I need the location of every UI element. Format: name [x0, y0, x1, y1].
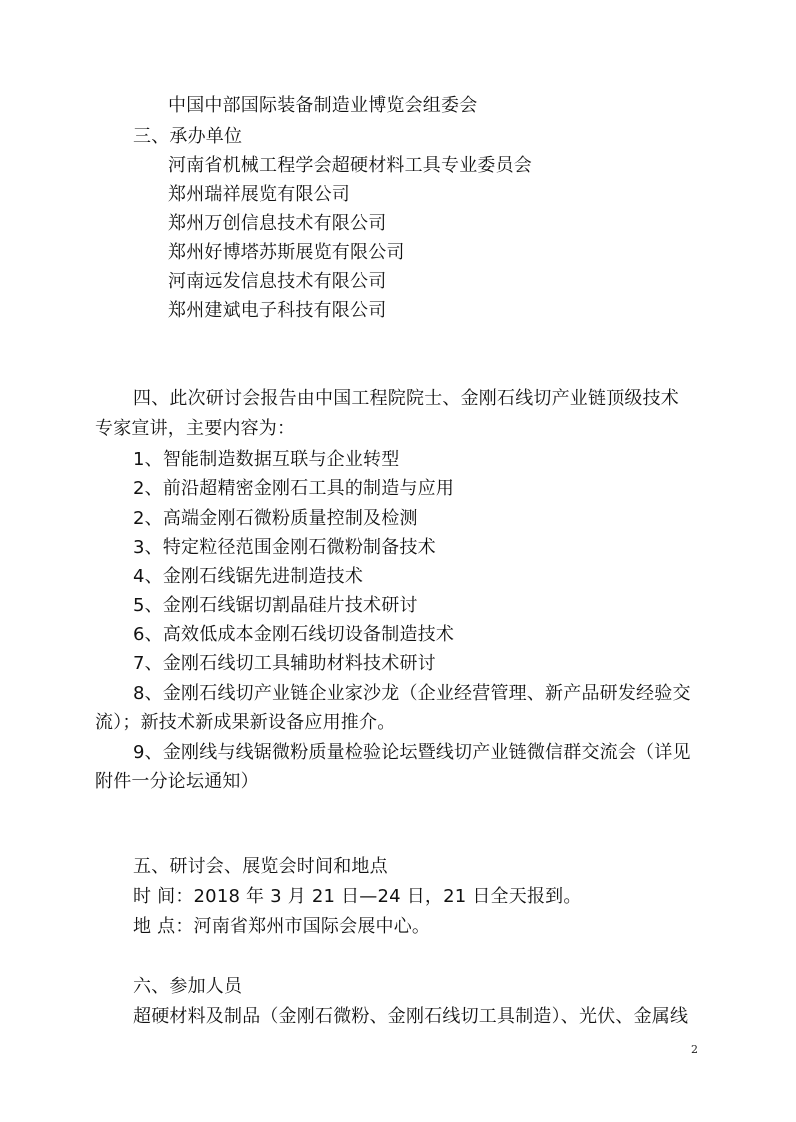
topic-item: 6、高效低成本金刚石线切设备制造技术	[133, 624, 455, 645]
topic-item: 3、特定粒径范围金刚石微粉制备技术	[133, 537, 436, 558]
topic-item-8-line1: 8、金刚石线切产业链企业家沙龙（企业经营管理、新产品研发经验交	[133, 683, 691, 704]
topic-item: 1、智能制造数据互联与企业转型	[133, 449, 400, 470]
undertaker-item: 郑州好博塔苏斯展览有限公司	[168, 242, 405, 263]
topic-item: 2、前沿超精密金刚石工具的制造与应用	[133, 478, 455, 499]
section5-heading: 五、研讨会、展览会时间和地点	[133, 856, 388, 877]
undertaker-item: 郑州瑞祥展览有限公司	[168, 184, 350, 205]
topic-item: 2、高端金刚石微粉质量控制及检测	[133, 508, 418, 529]
topic-item-8-line2: 流）；新技术新成果新设备应用推介。	[95, 712, 396, 733]
section4-intro-line1: 四、此次研讨会报告由中国工程院院士、金刚石线切产业链顶级技术	[133, 388, 679, 409]
topic-item-9-line1: 9、金刚线与线锯微粉质量检验论坛暨线切产业链微信群交流会（详见	[133, 742, 691, 763]
topic-item: 7、金刚石线切工具辅助材料技术研讨	[133, 653, 436, 674]
undertaker-item: 郑州建斌电子科技有限公司	[168, 300, 387, 321]
topic-item: 4、金刚石线锯先进制造技术	[133, 566, 364, 587]
organizer-line: 中国中部国际装备制造业博览会组委会	[168, 95, 478, 116]
undertaker-item: 郑州万创信息技术有限公司	[168, 213, 387, 234]
page-number: 2	[691, 1043, 698, 1056]
section3-heading: 三、承办单位	[133, 126, 243, 147]
topic-item-9-line2: 附件一分论坛通知）	[95, 771, 259, 792]
participants-line: 超硬材料及制品（金刚石微粉、金刚石线切工具制造）、光伏、金属线	[133, 1006, 689, 1027]
event-time: 时 间：2018 年 3 月 21 日—24 日，21 日全天报到。	[133, 886, 582, 907]
undertaker-item: 河南省机械工程学会超硬材料工具专业委员会	[168, 155, 532, 176]
topic-item: 5、金刚石线锯切割晶硅片技术研讨	[133, 595, 418, 616]
undertaker-item: 河南远发信息技术有限公司	[168, 271, 387, 292]
section4-intro-line2: 专家宣讲，主要内容为：	[95, 418, 296, 439]
event-place: 地 点：河南省郑州市国际会展中心。	[133, 916, 431, 937]
section6-heading: 六、参加人员	[133, 976, 243, 997]
